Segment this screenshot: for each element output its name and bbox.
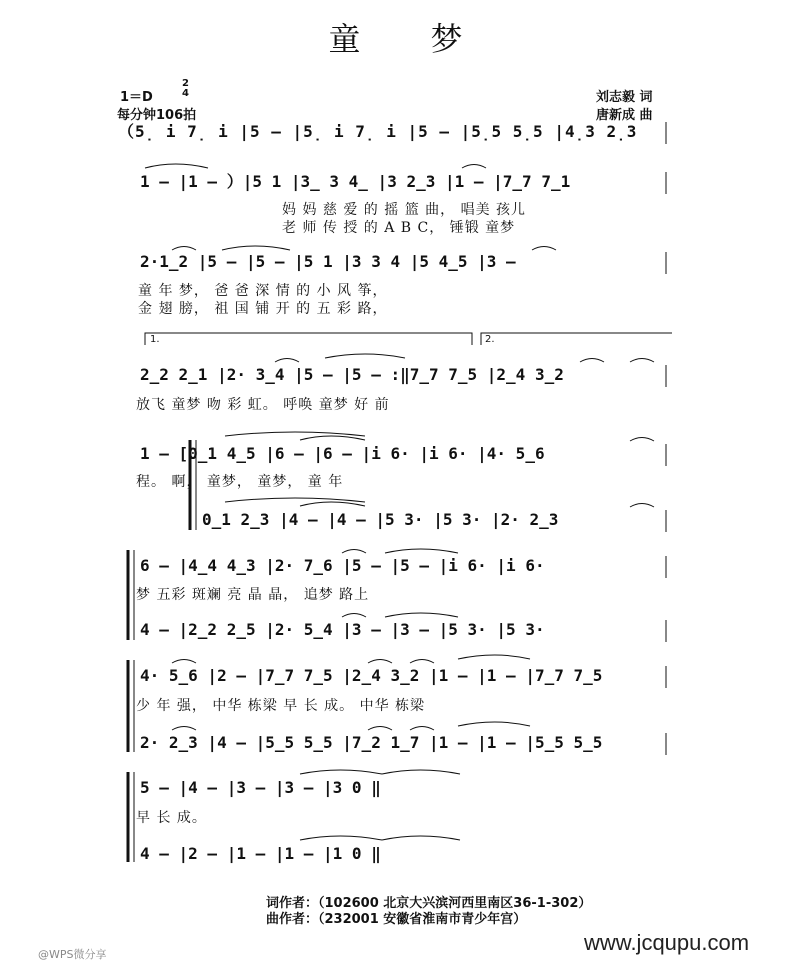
lyrics-row-7: 少 年 强， 中华 栋梁 早 长 成。 中华 栋梁 [136,698,426,714]
score-row-8-upper: 5 – |4 – |3 – |3 – |3 0 ‖ [140,778,381,797]
score-row-2: 1 – |1 – ）|5 1 |3̲ 3 4̲ |3 2̲3 |1 – |7̲7 7̲1 [140,172,571,191]
wps-watermark: @WPS微分享 [38,948,107,961]
score-row-4: 2̲2 2̲1 |2· 3̲4 |5 – |5 – :‖7̲7 7̲5 |2̲4 3̲2 [140,365,564,384]
lyrics-row-2-verse-1: 妈 妈 慈 爱 的 摇 篮 曲， 唱美 孩儿 [282,202,527,218]
key-signature: 1＝D [120,90,153,105]
time-sig-top: 2 [182,78,189,89]
score-row-3: 2·1̲2 |5 – |5 – |5 1 |3 3 4 |5 4̲5 |3 – [140,252,516,271]
page-title: 童 梦 [328,20,465,58]
score-row-1: （5̣ i 7̣ i |5 – |5̣ i 7̣ i |5 – |5̣5 5̣5 |4̣3 2̣3 [118,122,638,141]
lyrics-row-5: 程。 啊， 童梦， 童梦， 童 年 [136,474,344,490]
lyrics-row-4: 放飞 童梦 吻 彩 虹。 呼唤 童梦 好 前 [136,397,390,413]
score-row-6-lower: 4 – |2̲2 2̲5 |2· 5̲4 |3 – |3 – |5 3· |5 3· [140,620,545,639]
lyricist-credit: 刘志毅 词 [596,90,653,105]
score-row-8-lower: 4 – |2 – |1 – |1 – |1 0 ‖ [140,844,381,863]
lyrics-row-8: 早 长 成。 [136,810,207,826]
score-row-7-lower: 2· 2̲3 |4 – |5̲5 5̲5 |7̲2 1̲7 |1 – |1 – |5̲5 5̲5 [140,733,603,752]
volta-2-label: 2. [485,334,495,345]
lyrics-row-2-verse-2: 老 师 传 授 的 A B C， 锤锻 童梦 [282,220,516,236]
lyrics-row-3-verse-2: 金 翅 膀， 祖 国 铺 开 的 五 彩 路， [138,301,388,317]
footer-lyricist-address: 词作者：（102600 北京大兴滨河西里南区36-1-302） [266,896,592,911]
score-row-5-lower: 0̲1 2̲3 |4 – |4 – |5 3· |5 3· |2· 2̲3 [202,510,559,529]
site-watermark: www.jcqupu.com [584,930,750,955]
tempo-marking: 每分钟106拍 [117,108,197,123]
footer-composer-address: 曲作者：（232001 安徽省淮南市青少年宫） [266,912,527,927]
composer-credit: 唐新成 曲 [596,108,653,123]
volta-1-label: 1. [150,334,160,345]
score-row-5-upper: 1 – [0̲1 4̲5 |6 – |6 – |i 6· |i 6· |4· 5̲6 [140,444,545,463]
score-row-6-upper: 6 – |4̲4 4̲3 |2· 7̲6 |5 – |5 – |i 6· |i 6· [140,556,545,575]
score-row-7-upper: 4· 5̲6 |2 – |7̲7 7̲5 |2̲4 3̲2 |1 – |1 – |7̲7 7̲5 [140,666,603,685]
lyrics-row-6: 梦 五彩 斑斓 亮 晶 晶， 追梦 路上 [136,587,370,603]
time-sig-bottom: 4 [182,88,189,99]
lyrics-row-3-verse-1: 童 年 梦， 爸 爸 深 情 的 小 风 筝， [138,283,388,299]
